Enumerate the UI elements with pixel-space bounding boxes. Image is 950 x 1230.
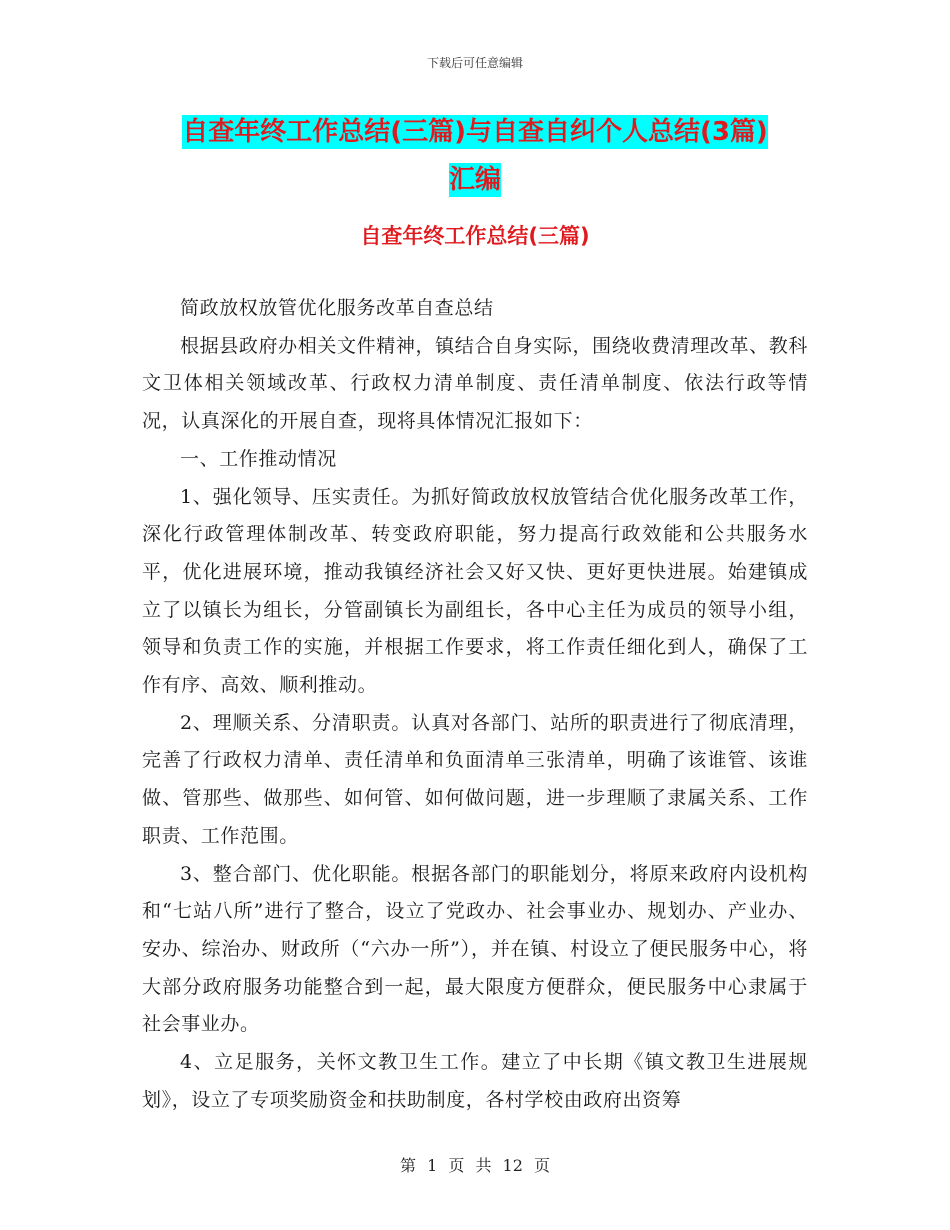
document-title (150, 108, 800, 204)
section-title: 自查年终工作总结(三篇) (360, 224, 590, 248)
document-title-line1: 自查年终工作总结(三篇)与自查自纠个人总结(3篇) (182, 117, 768, 147)
paragraph: 一、工作推动情况 (180, 447, 337, 470)
document-title-line2: 汇编 (448, 165, 501, 195)
header-note: 下载后可任意编辑 (426, 56, 523, 70)
paragraph: 3、整合部门、优化职能。根据各部门的职能划分，将原来政府内设机构和“七站八所”进行了整合，设立了党政办、社会事业办、规划办、产业办、安办、综治办、财政所（“六办一所”），并在镇、村设立了便民服务中心，将大部分政府服务功能整合到一起，最大限度方便群众，便民服务中心隶属于社会事业办。 (142, 862, 808, 1036)
paragraph: 1、强化领导、压实责任。为抓好简政放权放管结合优化服务改革工作，深化行政管理体制改革、转变政府职能，努力提高行政效能和公共服务水平，优化进展环境，推动我镇经济社会又好又快、更好更快进展。始建镇成立了以镇长为组长，分管副镇长为副组长，各中心主任为成员的领导小组，领导和负责工作的实施，并根据工作要求，将工作责任细化到人，确保了工作有序、高效、顺利推动。 (142, 485, 808, 697)
paragraph: 2、理顺关系、分清职责。认真对各部门、站所的职责进行了彻底清理，完善了行政权力清单、责任清单和负面清单三张清单，明确了该谁管、该谁做、管那些、做那些、如何管、如何做问题，进一步理顺了隶属关系、工作职责、工作范围。 (142, 711, 808, 847)
paragraph: 4、立足服务，关怀文教卫生工作。建立了中长期《镇文教卫生进展规划》，设立了专项奖励资金和扶助制度，各村学校由政府出资筹 (142, 1051, 808, 1111)
document-body (142, 290, 808, 1119)
paragraph: 简政放权放管优化服务改革自查总结 (180, 297, 494, 319)
paragraph: 根据县政府办相关文件精神，镇结合自身实际，围绕收费清理改革、教科文卫体相关领域改革、行政权力清单制度、责任清单制度、依法行政等情况，认真深化的开展自查，现将具体情况汇报如下： (142, 334, 808, 433)
page-number: 第 1 页 共 12 页 (400, 1156, 550, 1175)
